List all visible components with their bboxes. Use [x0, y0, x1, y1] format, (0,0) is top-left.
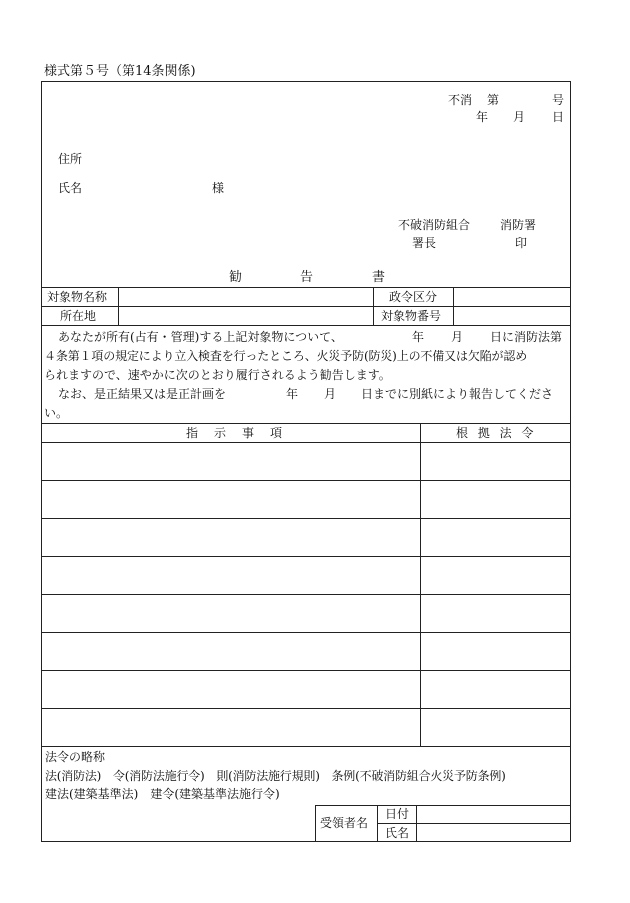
body-line-4b: 日までに別紙により報告してくださ: [361, 387, 554, 401]
instructions-table-top-rule: [41, 423, 571, 424]
body-line-5: い。: [44, 406, 69, 420]
honorific: 様: [212, 181, 225, 195]
body-line-1-year: 年: [412, 330, 425, 344]
receipt-label-divider: [416, 805, 417, 842]
instructions-table-bottom-rule: [41, 746, 571, 747]
instruction-row-rule: [41, 670, 571, 671]
body-line-3: られますので、速やかに次のとおり履行されるよう勧告します。: [44, 368, 391, 382]
instruction-row-rule: [41, 708, 571, 709]
name-label: 氏名: [58, 181, 83, 195]
title-char-1: 勧: [229, 270, 243, 285]
receipt-name-label: 氏名: [385, 826, 410, 840]
body-line-4a: なお、是正結果又は是正計画を: [58, 387, 227, 401]
doc-date-month: 月: [513, 110, 526, 124]
body-line-1a: あなたが所有(占有・管理)する上記対象物について、: [58, 330, 343, 344]
instructions-header: 指 示 事 項: [186, 426, 285, 440]
receipt-top-rule: [315, 805, 571, 806]
object-table-bottom-rule: [41, 325, 571, 326]
title-char-2: 告: [300, 270, 314, 285]
form-frame: [41, 81, 571, 842]
body-line-1b: 日に消防法第: [490, 330, 563, 344]
object-table-mid-rule: [41, 306, 571, 307]
instruction-row-rule: [41, 594, 571, 595]
abbreviations-line-2: 建法(建築基準法) 建令(建築基準法施行令): [45, 787, 280, 801]
doc-number-go: 号: [552, 93, 565, 107]
abbreviations-heading: 法令の略称: [45, 750, 106, 764]
doc-date-year: 年: [476, 110, 489, 124]
issuer-chief: 署長: [412, 236, 437, 250]
doc-date-day: 日: [552, 110, 565, 124]
receipt-left-divider: [315, 805, 316, 842]
instructions-header-rule: [41, 442, 571, 443]
instructions-column-divider: [420, 423, 421, 747]
object-name-label: 対象物名称: [47, 290, 108, 304]
instruction-row-rule: [41, 632, 571, 633]
doc-number-prefix: 不消: [448, 93, 473, 107]
legal-basis-header: 根 拠 法 令: [456, 426, 537, 440]
instruction-row-rule: [41, 518, 571, 519]
body-line-4-month: 月: [324, 387, 337, 401]
issuer-org: 不破消防組合: [398, 218, 471, 232]
object-number-label: 対象物番号: [381, 309, 442, 323]
issuer-station: 消防署: [500, 218, 537, 232]
object-table-divider-1: [118, 287, 119, 325]
object-table-divider-3: [453, 287, 454, 325]
instruction-row-rule: [41, 480, 571, 481]
object-table-divider-2: [373, 287, 374, 325]
address-label: 住所: [58, 152, 83, 166]
object-table-top-rule: [41, 287, 571, 288]
doc-number-dai: 第: [487, 93, 500, 107]
body-line-1-month: 月: [451, 330, 464, 344]
body-line-2: ４条第１項の規定により立入検査を行ったところ、火災予防(防災)上の不備又は欠陥が認め: [44, 349, 528, 363]
instruction-row-rule: [41, 556, 571, 557]
recipient-label: 受領者名: [320, 816, 369, 830]
title-char-3: 書: [372, 270, 386, 285]
receipt-mid-rule: [377, 823, 571, 824]
form-label: 様式第５号（第14条関係): [44, 64, 196, 79]
receipt-date-label: 日付: [385, 807, 410, 821]
body-line-4-year: 年: [286, 387, 299, 401]
location-label: 所在地: [60, 309, 97, 323]
seal-mark: 印: [515, 236, 528, 250]
abbreviations-line-1: 法(消防法) 令(消防法施行令) 則(消防法施行規則) 条例(不破消防組合火災予防条例): [45, 769, 506, 783]
ordinance-class-label: 政令区分: [389, 290, 438, 304]
receipt-divider: [377, 805, 378, 842]
